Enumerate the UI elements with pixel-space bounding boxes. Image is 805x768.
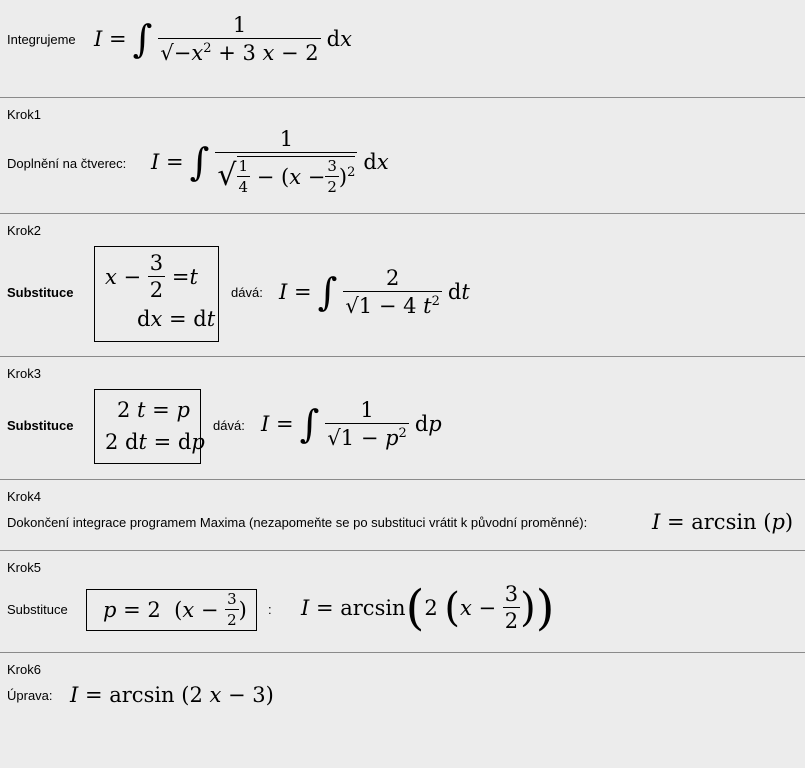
gives-label: dává: <box>213 418 245 433</box>
divider <box>0 550 805 551</box>
step6-formula: I = arcsin (2 x − 3) <box>70 683 274 707</box>
substitution-box: p = 2 ( x − $\frac{3}{2}$ ) <box>86 589 257 631</box>
step-title: Krok5 <box>7 560 41 575</box>
step-label: Úprava: <box>7 688 53 703</box>
divider <box>0 479 805 480</box>
step-title: Krok4 <box>7 489 41 504</box>
step-title: Krok3 <box>7 366 41 381</box>
step4-formula: I = arcsin (p) <box>652 510 794 534</box>
step5-formula: I = arcsin ( 2 ( x − $\frac{3}{2}$ ) ) <box>301 580 555 636</box>
step-label: Substituce <box>7 418 74 433</box>
gives-label: dává: <box>231 285 263 300</box>
step-label: Substituce <box>7 285 74 300</box>
step-label: Dokončení integrace programem Maxima (nezapomeňte se po substituci vrátit k původní proměnné): <box>7 515 588 530</box>
step3-formula: I = ∫ $\frac{1}{√1 - p^2}$ dp <box>261 397 442 450</box>
divider <box>0 97 805 98</box>
intro-formula: I = ∫ $\frac{1}{√-x^2 + 3 x - 2}$ dx <box>94 12 352 65</box>
substitution-box: x − $\frac{3}{2}$ = t dx = dt <box>94 246 219 342</box>
divider <box>0 652 805 653</box>
divider <box>0 356 805 357</box>
step-label: Substituce <box>7 602 68 617</box>
step-title: Krok6 <box>7 662 41 677</box>
substitution-box: 2 t = p 2 dt = dp <box>94 389 201 464</box>
step-title: Krok1 <box>7 107 41 122</box>
step2-formula: I = ∫ $\frac{2}{√1 - 4 t^2}$ dt <box>279 265 470 318</box>
gives-label: : <box>268 602 272 617</box>
intro-label: Integrujeme <box>7 32 76 47</box>
step1-formula: I = ∫ 1 √ $\frac{1}{4}$ − (x − $\frac{3}{2}$ )$^2$ dx <box>151 127 389 196</box>
step-title: Krok2 <box>7 223 41 238</box>
step-label: Doplnění na čtverec: <box>7 156 127 171</box>
divider <box>0 213 805 214</box>
